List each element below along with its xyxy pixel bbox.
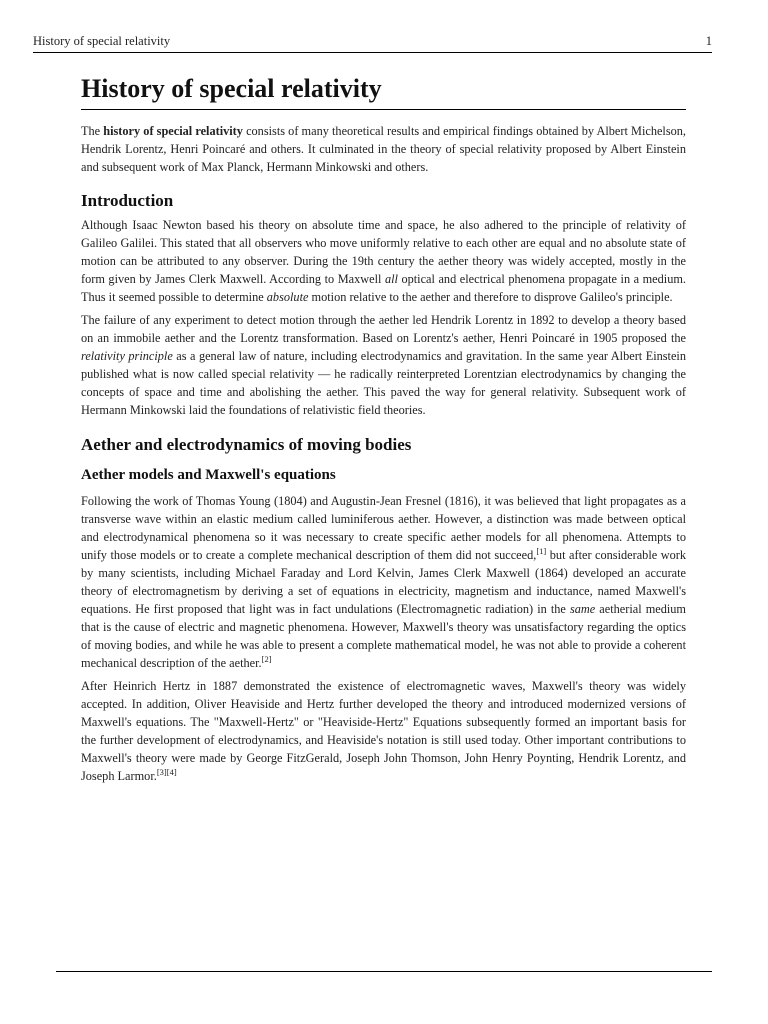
paragraph-text: motion relative to the aether and therefore to disprove Galileo's principle. — [308, 290, 673, 304]
citation-2[interactable]: [2] — [261, 654, 272, 664]
paragraph-text: Following the work of Thomas Young (1804) and Augustin-Jean Fresnel (1816), it was believed that light propagates as a transverse wave within an elastic medium called luminiferous aether. However, a distinction was made between optical and electrodynamical phenomena so it was necessary to create specific aether models for all phenomena. Attempts to unify those models or to create a complete mechanical description of them did not succeed, — [81, 494, 686, 562]
heading-introduction: Introduction — [81, 191, 174, 210]
intro-paragraph-1 — [81, 216, 686, 306]
citation-4[interactable]: [4] — [166, 767, 177, 777]
lead-text: consists of many theoretical results and empirical findings obtained by Albert Michelson, Hendrik Lorentz, Henri Poincaré and others. It culminated in the theory of special relativity proposed by Albert Einstein and subsequent work of Max Planck, Hermann Minkowski and others. — [81, 124, 686, 174]
lead-bold-term: history of special relativity — [103, 124, 243, 138]
italic-term: all — [384, 272, 398, 286]
paragraph-text: but after considerable work by many scientists, including Michael Faraday and Lord Kelvin, James Clerk Maxwell (1864) developed an accurate theory of electromagnetism by deriving a set of equations in electricity, magnetism and inductance, named Maxwell's equations. He first proposed that light was in fact undulations (Electromagnetic radiation) in the — [81, 548, 686, 616]
page-title: History of special relativity — [81, 72, 686, 110]
heading-aether-models: Aether models and Maxwell's equations — [81, 467, 336, 483]
paragraph-text: aetherial medium that is the cause of electric and magnetic phenomena. However, Maxwell's theory was unsatisfactory regarding the optics of moving bodies, and while he was able to present a complete mathematical model, he was not able to provide a coherent mechanical description of the aether. — [81, 602, 686, 670]
lead-paragraph — [81, 122, 686, 176]
italic-term: same — [569, 602, 596, 616]
paragraph-text: as a general law of nature, including electrodynamics and gravitation. In the same year Albert Einstein published what is now called special relativity — he radically reinterpreted Lorentzian electrodynamics by changing the concepts of space and time and abolishing the aether. This paved the way for general relativity. Subsequent work of Hermann Minkowski laid the foundations of relativistic field theories. — [81, 349, 686, 417]
citation-1[interactable]: [1] — [536, 546, 547, 556]
aether-paragraph-2 — [81, 677, 686, 785]
footer-rule — [56, 971, 712, 972]
aether-paragraph-1 — [81, 492, 686, 672]
heading-aether-electrodynamics: Aether and electrodynamics of moving bodies — [81, 435, 412, 454]
page-number: 1 — [705, 34, 712, 48]
article — [81, 72, 686, 785]
italic-term: absolute — [266, 290, 309, 304]
lead-text: The — [81, 124, 104, 138]
paragraph-text: After Heinrich Hertz in 1887 demonstrated the existence of electromagnetic waves, Maxwell's theory was widely accepted. In addition, Oliver Heaviside and Hertz further developed the theory and introduced modernized versions of Maxwell's equations. The "Maxwell-Hertz" or "Heaviside-Hertz" Equations subsequently formed an important basis for the further development of electrodynamics, and Heaviside's notation is still used today. Other important contributions to Maxwell's theory were made by George FitzGerald, Joseph John Thomson, John Henry Poynting, Hendrik Lorentz, and Joseph Larmor. — [81, 679, 686, 783]
paragraph-text: Although Isaac Newton based his theory on absolute time and space, he also adhered to the principle of relativity of Galileo Galilei. This stated that all observers who move uniformly relative to each other are equal and no absolute state of motion can be attributed to any observer. During the 19th century the aether theory was widely accepted, mostly in the form given by James Clerk Maxwell. According to Maxwell — [81, 218, 686, 286]
running-header-title: History of special relativity — [33, 34, 171, 48]
running-header — [33, 34, 712, 53]
intro-paragraph-2 — [81, 311, 686, 419]
paragraph-text: The failure of any experiment to detect motion through the aether led Hendrik Lorentz in 1892 to develop a theory based on an immobile aether and the Lorentz transformation. Based on Lorentz's aether, Henri Poincaré in 1905 proposed the — [81, 313, 686, 345]
citation-3[interactable]: [3] — [156, 767, 167, 777]
paragraph-text: optical and electrical phenomena propagate in a medium. Thus it seemed possible to determine — [81, 272, 686, 304]
italic-term: relativity principle — [81, 349, 173, 363]
